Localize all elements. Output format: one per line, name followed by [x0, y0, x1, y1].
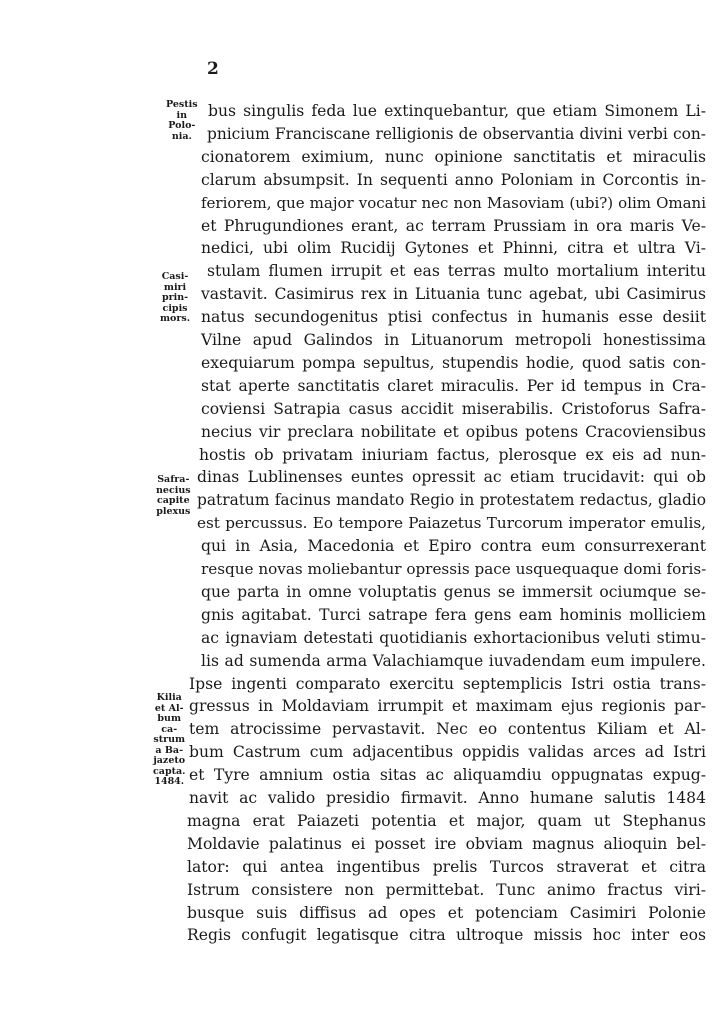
text-line: exequiarum pompa sepultus, stupendis hodie, quod satis con-: [201, 354, 706, 372]
text-line: ac ignaviam detestati quotidianis exhortacionibus veluti stimu-: [201, 629, 706, 647]
text-line: navit ac valido presidio firmavit. Anno humane salutis 1484: [189, 789, 706, 807]
text-line: natus secundogenitus ptisi confectus in humanis esse desiit: [201, 308, 706, 326]
text-line: patratum facinus mandato Regio in protestatem redactus, gladio: [197, 491, 706, 509]
text-line: stulam flumen irrupit et eas terras multo mortalium interitu: [207, 262, 706, 280]
text-line: qui in Asia, Macedonia et Epiro contra eum consurrexerant: [201, 537, 706, 555]
text-line: dinas Lublinenses euntes opressit ac etiam trucidavit: qui ob: [197, 468, 706, 486]
text-line: vastavit. Casimirus rex in Lituania tunc agebat, ubi Casimirus: [201, 285, 706, 303]
text-line: tem atrocissime pervastavit. Nec eo contentus Kiliam et Al-: [189, 720, 706, 738]
text-line: est percussus. Eo tempore Paiazetus Turcorum imperator emulis,: [197, 514, 706, 532]
text-line: Vilne apud Galindos in Lituanorum metropoli honestissima: [201, 331, 706, 349]
text-line: necius vir preclara nobilitate et opibus potens Cracoviensibus: [201, 423, 706, 441]
text-line: Regis confugit legatisque citra ultroque missis hoc inter eos: [187, 926, 706, 944]
text-line: et Tyre amnium ostia sitas ac aliquamdiu oppugnatas expug-: [189, 766, 706, 784]
text-line: Istrum consistere non permittebat. Tunc animo fractus viri-: [187, 881, 706, 899]
text-line: que parta in omne voluptatis genus se immersit ociumque se-: [201, 583, 706, 601]
margin-note-safranecius: Safra- necius capite plexus: [156, 474, 191, 517]
text-line: et Phrugundiones erant, ac terram Prussiam in ora maris Ve-: [201, 217, 706, 235]
page-number: 2: [207, 59, 219, 79]
text-line: feriorem, que major vocatur nec non Masoviam (ubi?) olim Omani: [201, 194, 706, 212]
text-line: cionatorem eximium, nunc opinione sanctitatis et miraculis: [201, 148, 706, 166]
text-line: nedici, ubi olim Rucidij Gytones et Phinni, citra et ultra Vi-: [201, 239, 706, 257]
text-line: lator: qui antea ingentibus prelis Turcos straverat et citra: [187, 858, 706, 876]
text-line: hostis ob privatam iniuriam factus, plerosque ex eis ad nun-: [199, 446, 706, 464]
text-line: busque suis diffisus ad opes et potenciam Casimiri Polonie: [187, 904, 706, 922]
text-line: magna erat Paiazeti potentia et major, quam ut Stephanus: [187, 812, 706, 830]
text-line: resque novas moliebantur opressis pace usquequaque domi foris-: [201, 560, 707, 578]
margin-note-kilia: Kilia et Al- bum ca- strum a Ba- jazeto capta. 1484.: [153, 692, 186, 787]
text-line: stat aperte sanctitatis claret miraculis. Per id tempus in Cra-: [201, 377, 706, 395]
text-line: coviensi Satrapia casus accidit miserabilis. Cristoforus Safra-: [201, 400, 706, 418]
text-line: bus singulis feda lue extinquebantur, que etiam Simonem Li-: [208, 102, 706, 120]
margin-note-casimiri: Casi- miri prin- cipis mors.: [160, 271, 191, 324]
text-line: Moldavie palatinus ei posset ire obviam magnus alioquin bel-: [187, 835, 706, 853]
margin-note-pestis: Pestis in Polo- nia.: [166, 99, 198, 142]
text-line: Ipse ingenti comparato exercitu septemplicis Istri ostia trans-: [189, 675, 706, 693]
text-line: gressus in Moldaviam irrumpit et maximam ejus regionis par-: [189, 697, 706, 715]
text-line: lis ad sumenda arma Valachiamque iuvadendam eum impulere.: [201, 652, 706, 670]
text-line: bum Castrum cum adjacentibus oppidis validas arces ad Istri: [189, 743, 706, 761]
text-line: clarum absumpsit. In sequenti anno Poloniam in Corcontis in-: [201, 171, 706, 189]
text-line: pnicium Franciscane relligionis de observantia divini verbi con-: [207, 125, 706, 143]
text-line: gnis agitabat. Turci satrape fera gens eam hominis molliciem: [201, 606, 706, 624]
